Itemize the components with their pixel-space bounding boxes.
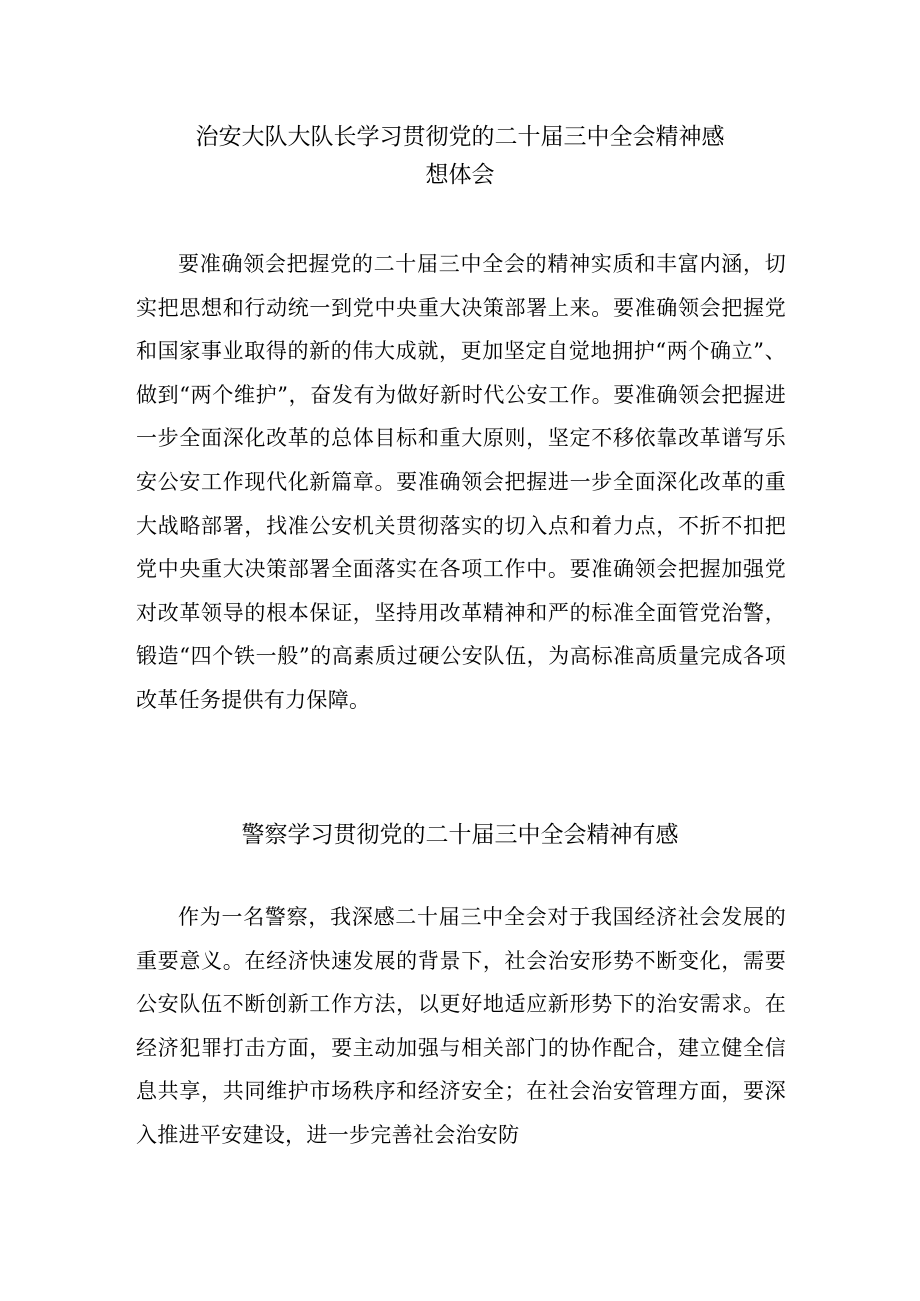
section-1-title [0,118,920,194]
section-1-title-line-1: 治安大队大队长学习贯彻党的二十届三中全会精神感 [195,124,725,150]
section-2-title [0,816,920,854]
section-2-title-line-1: 警察学习贯彻党的二十届三中全会精神有感 [241,822,679,848]
section-2-paragraph: 作为一名警察，我深感二十届三中全会对于我国经济社会发展的重要意义。在经济快速发展的背景下，社会治安形势不断变化，需要公安队伍不断创新工作方法，以更好地适应新形势下的治安需求。在经济犯罪打击方面，要主动加强与相关部门的协作配合，建立健全信息共享，共同维护市场秩序和经济安全；在社会治安管理方面，要深入推进平安建设，进一步完善社会治安防 [136,905,786,1147]
section-1-title-line-2: 想体会 [425,162,495,188]
section-1-paragraph: 要准确领会把握党的二十届三中全会的精神实质和丰富内涵，切实把思想和行动统一到党中央重大决策部署上来。要准确领会把握党和国家事业取得的新的伟大成就，更加坚定自觉地拥护“两个确立”、做到“两个维护”，奋发有为做好新时代公安工作。要准确领会把握进一步全面深化改革的总体目标和重大原则，坚定不移依靠改革谱写乐安公安工作现代化新篇章。要准确领会把握进一步全面深化改革的重大战略部署，找准公安机关贯彻落实的切入点和着力点，不折不扣把党中央重大决策部署全面落实在各项工作中。要准确领会把握加强党对改革领导的根本保证，坚持用改革精神和严的标准全面管党治警，锻造“四个铁一般”的高素质过硬公安队伍，为高标准高质量完成各项改革任务提供有力保障。 [136,252,786,712]
